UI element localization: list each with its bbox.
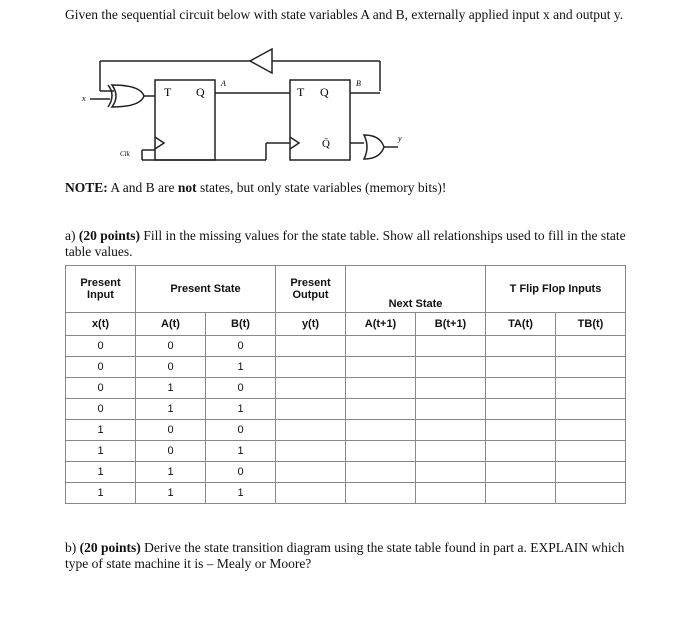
clk-label: Clk [120, 150, 130, 158]
header-next-state: Next State [346, 266, 486, 313]
blank-cell[interactable] [416, 399, 486, 420]
col-a-next: A(t+1) [346, 313, 416, 336]
output-y-label: y [398, 134, 402, 143]
output-gate-icon [364, 135, 384, 159]
table-cell: 1 [206, 399, 276, 420]
table-cell: 0 [206, 378, 276, 399]
header-present-state: Present State [136, 266, 276, 313]
circuit-diagram [80, 35, 410, 175]
table-row [66, 462, 626, 483]
blank-cell[interactable] [276, 462, 346, 483]
header-present-input: Present Input [66, 266, 136, 313]
state-table [65, 265, 626, 504]
blank-cell[interactable] [486, 336, 556, 357]
table-row [66, 399, 626, 420]
table-cell: 1 [66, 462, 136, 483]
part-a-points: (20 points) [78, 228, 141, 243]
note-prefix: NOTE: [65, 180, 108, 195]
table-cell: 1 [136, 378, 206, 399]
blank-cell[interactable] [416, 420, 486, 441]
table-row [66, 378, 626, 399]
ff1-q-label: Q [196, 85, 205, 99]
blank-cell[interactable] [346, 378, 416, 399]
ff2-qbar-label: Q̄ [322, 138, 330, 150]
signal-a-label: A [221, 79, 226, 88]
blank-cell[interactable] [346, 357, 416, 378]
part-a-text: Fill in the missing values for the state table. Show all relationships used to fill in the state table values. [65, 228, 626, 259]
blank-cell[interactable] [486, 399, 556, 420]
blank-cell[interactable] [346, 483, 416, 504]
table-cell: 0 [136, 357, 206, 378]
note-text1: A and B are [107, 180, 178, 195]
part-a-question [65, 228, 635, 260]
table-row [66, 441, 626, 462]
table-cell: 0 [136, 420, 206, 441]
ff1-t-label: T [164, 85, 172, 99]
header-tff-inputs: T Flip Flop Inputs [486, 266, 626, 313]
table-cell: 1 [66, 483, 136, 504]
blank-cell[interactable] [486, 378, 556, 399]
blank-cell[interactable] [486, 462, 556, 483]
table-row [66, 483, 626, 504]
header-present-output: Present Output [276, 266, 346, 313]
note-text2: states, but only state variables (memory bits)! [196, 180, 447, 195]
table-cell: 0 [66, 357, 136, 378]
blank-cell[interactable] [416, 441, 486, 462]
part-b-text: Derive the state transition diagram using the state table found in part a. EXPLAIN which type of state machine it is – Mealy or Moore? [65, 540, 625, 571]
table-cell: 0 [66, 378, 136, 399]
table-row [66, 420, 626, 441]
table-cell: 1 [206, 441, 276, 462]
blank-cell[interactable] [276, 357, 346, 378]
input-gate-icon [108, 85, 112, 107]
part-a-label: a) [65, 228, 79, 243]
table-cell: 0 [206, 462, 276, 483]
col-x: x(t) [66, 313, 136, 336]
table-cell: 1 [66, 441, 136, 462]
table-row [66, 357, 626, 378]
table-cell: 1 [206, 483, 276, 504]
table-cell: 0 [136, 336, 206, 357]
col-b: B(t) [206, 313, 276, 336]
blank-cell[interactable] [346, 399, 416, 420]
blank-cell[interactable] [556, 420, 626, 441]
table-cell: 1 [66, 420, 136, 441]
blank-cell[interactable] [346, 441, 416, 462]
part-b-label: b) [65, 540, 80, 555]
blank-cell[interactable] [556, 336, 626, 357]
blank-cell[interactable] [416, 357, 486, 378]
table-cell: 1 [136, 462, 206, 483]
blank-cell[interactable] [416, 462, 486, 483]
blank-cell[interactable] [556, 462, 626, 483]
intro-text: Given the sequential circuit below with state variables A and B, externally applied input x and output y. [65, 7, 624, 22]
blank-cell[interactable] [486, 420, 556, 441]
blank-cell[interactable] [486, 357, 556, 378]
blank-cell[interactable] [276, 420, 346, 441]
part-b-points: (20 points) [79, 540, 141, 555]
ff2-t-label: T [297, 85, 305, 99]
table-cell: 0 [136, 441, 206, 462]
blank-cell[interactable] [276, 378, 346, 399]
blank-cell[interactable] [556, 483, 626, 504]
blank-cell[interactable] [556, 378, 626, 399]
signal-b-label: B [356, 79, 361, 88]
table-cell: 0 [66, 399, 136, 420]
blank-cell[interactable] [276, 336, 346, 357]
blank-cell[interactable] [276, 483, 346, 504]
blank-cell[interactable] [556, 399, 626, 420]
blank-cell[interactable] [346, 336, 416, 357]
table-row [66, 336, 626, 357]
note-emph: not [177, 180, 197, 195]
ff2-q-label: Q [320, 85, 329, 99]
table-cell: 0 [206, 420, 276, 441]
input-x-label: x [82, 94, 86, 103]
table-cell: 1 [206, 357, 276, 378]
table-cell: 1 [136, 483, 206, 504]
note-text [65, 180, 446, 196]
blank-cell[interactable] [486, 483, 556, 504]
table-cell: 0 [66, 336, 136, 357]
table-cell: 0 [206, 336, 276, 357]
blank-cell[interactable] [276, 399, 346, 420]
part-b-question [65, 540, 645, 572]
col-ta: TA(t) [486, 313, 556, 336]
blank-cell[interactable] [556, 357, 626, 378]
blank-cell[interactable] [556, 441, 626, 462]
blank-cell[interactable] [276, 441, 346, 462]
blank-cell[interactable] [416, 378, 486, 399]
table-cell: 1 [136, 399, 206, 420]
col-tb: TB(t) [556, 313, 626, 336]
col-b-next: B(t+1) [416, 313, 486, 336]
buffer-gate-icon [250, 49, 272, 73]
blank-cell[interactable] [416, 336, 486, 357]
blank-cell[interactable] [346, 462, 416, 483]
blank-cell[interactable] [416, 483, 486, 504]
col-a: A(t) [136, 313, 206, 336]
blank-cell[interactable] [346, 420, 416, 441]
blank-cell[interactable] [486, 441, 556, 462]
col-y: y(t) [276, 313, 346, 336]
